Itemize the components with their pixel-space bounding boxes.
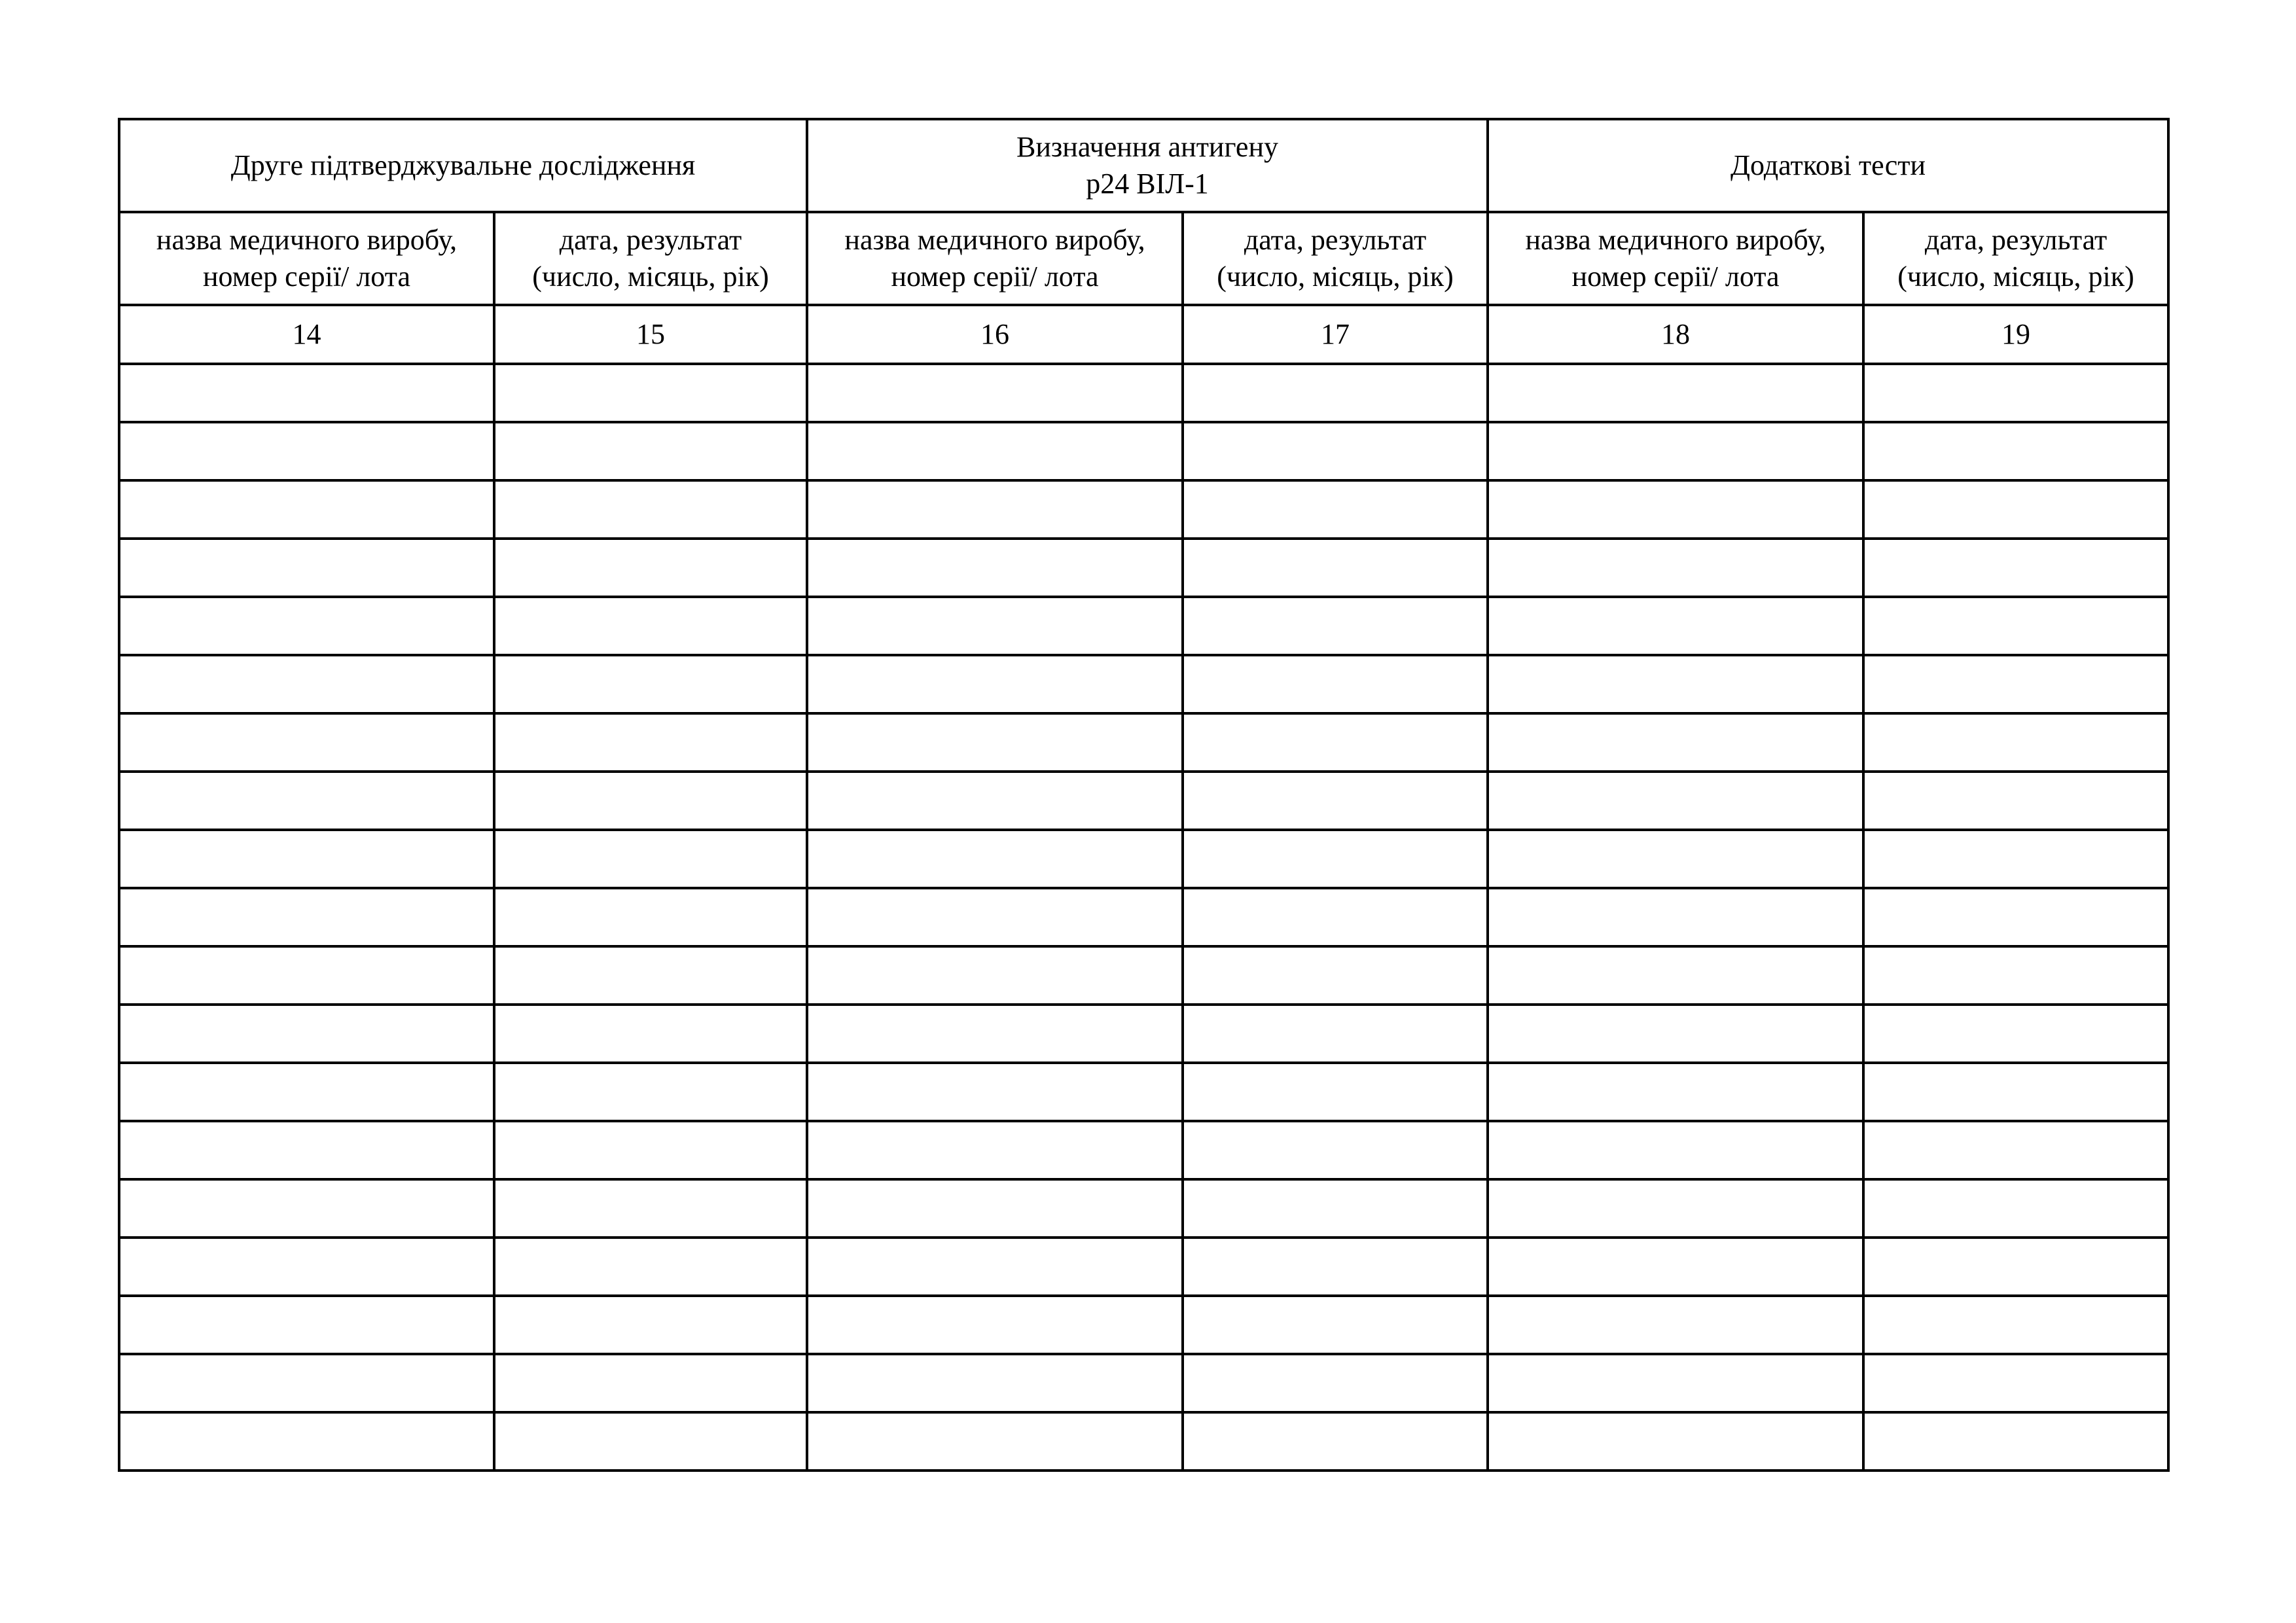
entry-cell[interactable]: [494, 1238, 807, 1296]
subheader-date-result: дата, результат (число, місяць, рік): [494, 212, 807, 305]
entry-cell[interactable]: [1863, 713, 2168, 772]
entry-cell[interactable]: [1183, 422, 1488, 480]
entry-cell[interactable]: [119, 1179, 494, 1238]
entry-cell[interactable]: [119, 830, 494, 888]
entry-cell[interactable]: [1183, 1412, 1488, 1471]
entry-cell[interactable]: [1863, 422, 2168, 480]
entry-cell[interactable]: [807, 655, 1183, 713]
group-header-row: [119, 119, 2168, 212]
entry-row: [119, 1063, 2168, 1121]
entry-row: [119, 364, 2168, 422]
entry-cell[interactable]: [494, 1121, 807, 1179]
entry-cell[interactable]: [119, 1238, 494, 1296]
entry-cell[interactable]: [494, 655, 807, 713]
entry-row: [119, 1238, 2168, 1296]
subheader-device-name: назва медичного виробу, номер серії/ лота: [1488, 212, 1863, 305]
group-header-second-confirmatory: Друге підтверджувальне дослідження: [119, 119, 807, 212]
entry-cell[interactable]: [1488, 946, 1863, 1005]
entry-row: [119, 597, 2168, 655]
entry-cell[interactable]: [1863, 480, 2168, 539]
entry-cell[interactable]: [119, 1121, 494, 1179]
entry-cell[interactable]: [1183, 772, 1488, 830]
entry-cell[interactable]: [807, 888, 1183, 946]
entry-cell[interactable]: [119, 713, 494, 772]
entry-cell[interactable]: [1183, 364, 1488, 422]
entry-cell[interactable]: [807, 1412, 1183, 1471]
entry-cell[interactable]: [807, 713, 1183, 772]
entry-cell[interactable]: [1863, 888, 2168, 946]
entry-cell[interactable]: [119, 772, 494, 830]
entry-cell[interactable]: [1183, 480, 1488, 539]
entry-cell[interactable]: [494, 1412, 807, 1471]
entry-cell[interactable]: [494, 713, 807, 772]
entry-cell[interactable]: [1488, 480, 1863, 539]
register-table: [118, 118, 2170, 1472]
entry-cell[interactable]: [119, 888, 494, 946]
entry-row: [119, 1005, 2168, 1063]
entry-cell[interactable]: [1488, 655, 1863, 713]
entry-cell[interactable]: [119, 946, 494, 1005]
entry-cell[interactable]: [1488, 1238, 1863, 1296]
entry-row: [119, 946, 2168, 1005]
entry-cell[interactable]: [494, 1296, 807, 1354]
entry-cell[interactable]: [807, 772, 1183, 830]
entry-cell[interactable]: [1863, 1412, 2168, 1471]
entry-cell[interactable]: [1863, 946, 2168, 1005]
entry-cell[interactable]: [807, 1121, 1183, 1179]
entry-cell[interactable]: [1488, 772, 1863, 830]
column-number: 19: [1863, 305, 2168, 364]
entry-cell[interactable]: [119, 1005, 494, 1063]
subheader-device-name: назва медичного виробу, номер серії/ лота: [807, 212, 1183, 305]
entry-cell[interactable]: [494, 1063, 807, 1121]
entry-row: [119, 422, 2168, 480]
entry-cell[interactable]: [807, 422, 1183, 480]
entry-cell[interactable]: [807, 364, 1183, 422]
entry-cell[interactable]: [1183, 713, 1488, 772]
entry-cell[interactable]: [1863, 655, 2168, 713]
entry-cell[interactable]: [1863, 1296, 2168, 1354]
entry-cell[interactable]: [494, 364, 807, 422]
entry-row: [119, 1354, 2168, 1412]
entry-row: [119, 830, 2168, 888]
group-header-additional-tests: Додаткові тести: [1488, 119, 2168, 212]
entry-row: [119, 1179, 2168, 1238]
entry-cell[interactable]: [119, 539, 494, 597]
column-number: 16: [807, 305, 1183, 364]
entry-cell[interactable]: [1863, 1354, 2168, 1412]
entry-cell[interactable]: [1183, 1296, 1488, 1354]
entry-cell[interactable]: [119, 597, 494, 655]
entry-cell[interactable]: [1488, 1005, 1863, 1063]
entry-cell[interactable]: [494, 422, 807, 480]
entry-cell[interactable]: [1488, 422, 1863, 480]
entry-cell[interactable]: [1183, 830, 1488, 888]
entry-cell[interactable]: [1183, 1063, 1488, 1121]
entry-cell[interactable]: [807, 1179, 1183, 1238]
entry-cell[interactable]: [1183, 655, 1488, 713]
entry-cell[interactable]: [807, 539, 1183, 597]
entry-cell[interactable]: [1863, 1238, 2168, 1296]
entry-cell[interactable]: [494, 946, 807, 1005]
entry-cell[interactable]: [807, 946, 1183, 1005]
entry-cell[interactable]: [807, 480, 1183, 539]
entry-cell[interactable]: [1183, 1354, 1488, 1412]
entry-cell[interactable]: [494, 1179, 807, 1238]
entry-cell[interactable]: [1488, 830, 1863, 888]
group-header-p24-antigen: Визначення антигену р24 ВІЛ-1: [807, 119, 1488, 212]
entry-cell[interactable]: [494, 1354, 807, 1412]
subheader-row: [119, 212, 2168, 305]
entry-row: [119, 1121, 2168, 1179]
entry-row: [119, 480, 2168, 539]
entry-cell[interactable]: [1863, 364, 2168, 422]
entry-cell[interactable]: [494, 888, 807, 946]
entry-cell[interactable]: [807, 1238, 1183, 1296]
subheader-device-name: назва медичного виробу, номер серії/ лота: [119, 212, 494, 305]
entry-cell[interactable]: [1183, 1005, 1488, 1063]
entry-cell[interactable]: [1488, 1412, 1863, 1471]
entry-cell[interactable]: [807, 830, 1183, 888]
entry-cell[interactable]: [1488, 539, 1863, 597]
entry-cell[interactable]: [494, 772, 807, 830]
entry-row: [119, 539, 2168, 597]
entry-cell[interactable]: [119, 1354, 494, 1412]
entry-cell[interactable]: [807, 597, 1183, 655]
entry-cell[interactable]: [1863, 830, 2168, 888]
entry-cell[interactable]: [1183, 888, 1488, 946]
entry-cell[interactable]: [1863, 597, 2168, 655]
entry-cell[interactable]: [1488, 597, 1863, 655]
entry-cell[interactable]: [1183, 539, 1488, 597]
entry-cell[interactable]: [494, 830, 807, 888]
entry-cell[interactable]: [1183, 1238, 1488, 1296]
entry-cell[interactable]: [1183, 597, 1488, 655]
entry-cell[interactable]: [807, 1296, 1183, 1354]
entry-cell[interactable]: [119, 480, 494, 539]
entry-cell[interactable]: [1863, 539, 2168, 597]
entry-cell[interactable]: [494, 597, 807, 655]
entry-cell[interactable]: [807, 1063, 1183, 1121]
entry-cell[interactable]: [807, 1005, 1183, 1063]
entry-row: [119, 772, 2168, 830]
entry-cell[interactable]: [1488, 1296, 1863, 1354]
entry-row: [119, 888, 2168, 946]
entry-row: [119, 1296, 2168, 1354]
column-number: 17: [1183, 305, 1488, 364]
entry-cell[interactable]: [1488, 888, 1863, 946]
subheader-date-result: дата, результат (число, місяць, рік): [1863, 212, 2168, 305]
entry-cell[interactable]: [1863, 1121, 2168, 1179]
entry-cell[interactable]: [119, 364, 494, 422]
entry-cell[interactable]: [119, 1296, 494, 1354]
entry-cell[interactable]: [807, 1354, 1183, 1412]
entry-cell[interactable]: [1863, 1063, 2168, 1121]
subheader-date-result: дата, результат (число, місяць, рік): [1183, 212, 1488, 305]
entry-cell[interactable]: [1863, 1179, 2168, 1238]
column-number: 15: [494, 305, 807, 364]
entry-cell[interactable]: [1183, 946, 1488, 1005]
column-number-row: [119, 305, 2168, 364]
column-number: 18: [1488, 305, 1863, 364]
entry-cell[interactable]: [1183, 1121, 1488, 1179]
entry-cell[interactable]: [1488, 1179, 1863, 1238]
entry-cell[interactable]: [1863, 1005, 2168, 1063]
entry-cell[interactable]: [1863, 772, 2168, 830]
entry-cell[interactable]: [119, 1063, 494, 1121]
entry-cell[interactable]: [1183, 1179, 1488, 1238]
entry-cell[interactable]: [119, 422, 494, 480]
entry-cell[interactable]: [494, 1005, 807, 1063]
entry-cell[interactable]: [1488, 364, 1863, 422]
entry-row: [119, 713, 2168, 772]
entry-cell[interactable]: [1488, 713, 1863, 772]
entry-cell[interactable]: [494, 539, 807, 597]
entry-cell[interactable]: [1488, 1063, 1863, 1121]
entry-cell[interactable]: [494, 480, 807, 539]
entry-cell[interactable]: [1488, 1354, 1863, 1412]
entry-row: [119, 655, 2168, 713]
column-number: 14: [119, 305, 494, 364]
entry-cell[interactable]: [1488, 1121, 1863, 1179]
entry-cell[interactable]: [119, 1412, 494, 1471]
entry-cell[interactable]: [119, 655, 494, 713]
entry-row: [119, 1412, 2168, 1471]
